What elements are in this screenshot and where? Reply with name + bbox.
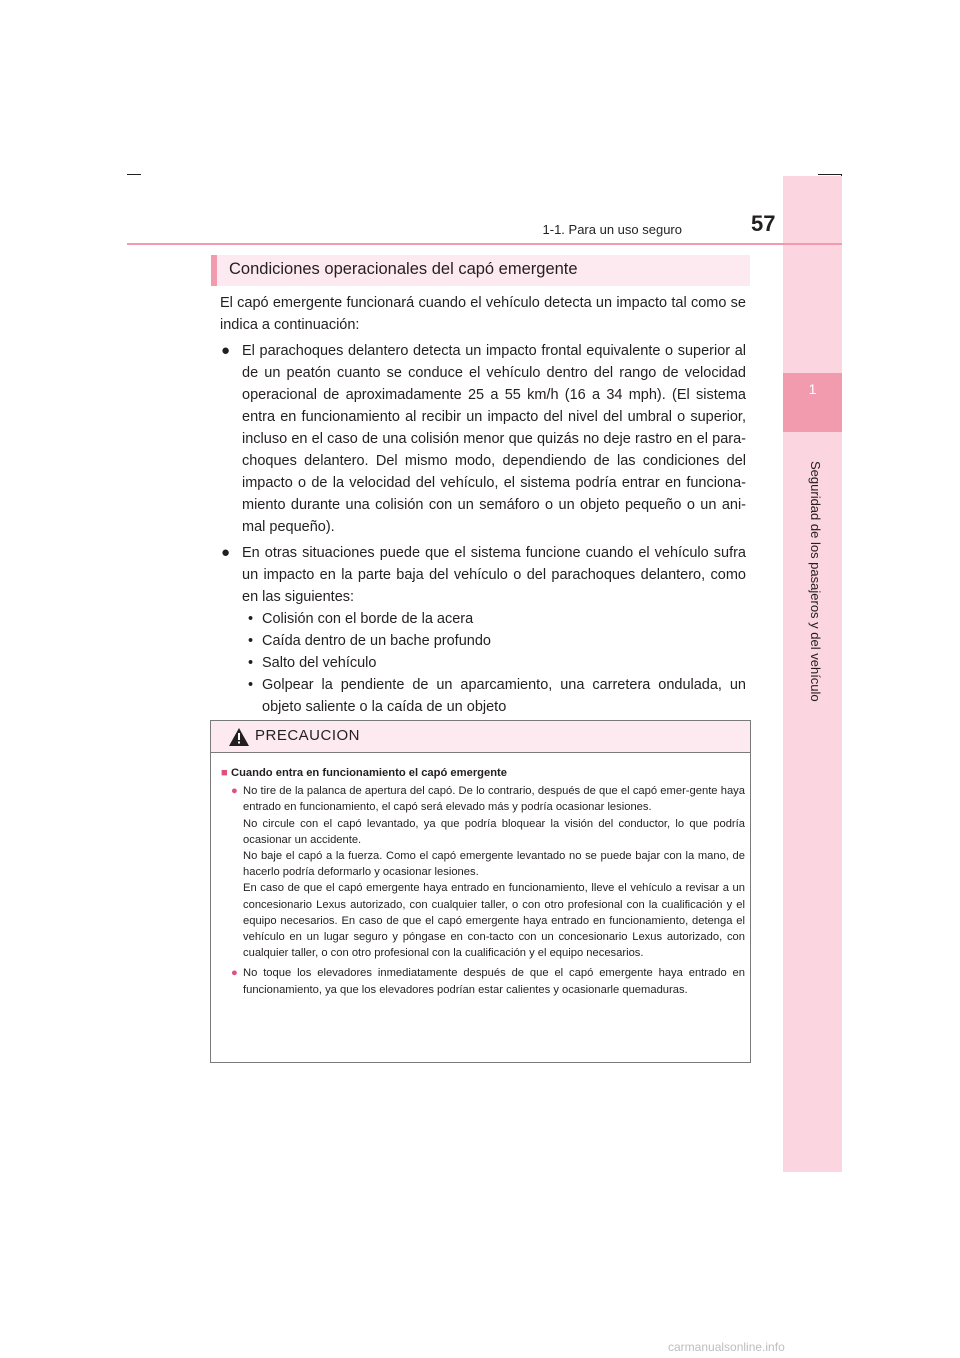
sub-bullet-icon: • bbox=[248, 677, 254, 693]
watermark: carmanualsonline.info bbox=[668, 1340, 785, 1354]
warning-paragraph: No baje el capó a la fuerza. Como el capó emergente levantado no se puede bajar con la mano, de hacerlo podría deformarlo y ocasionar lesiones. bbox=[243, 850, 745, 879]
warning-header bbox=[211, 721, 750, 753]
warning-list-item bbox=[221, 783, 745, 961]
bullet-icon: ● bbox=[221, 544, 231, 561]
section-heading bbox=[211, 255, 750, 286]
chapter-side-tab bbox=[783, 176, 842, 1172]
warning-triangle-icon bbox=[229, 728, 249, 746]
bullet-text: El parachoques delantero detecta un impacto frontal equivalente o superior al de un peatón cuanto se conduce el vehículo dentro del rango de velocidad operacional de aproximadamente 25 a 55 km/h (16 a 34 mph). (El sistema entra en funcionamiento al recibir un impacto del nivel del umbral o superior, incluso en el caso de una colisión menor que quizás no deje rastro en el para-choques delantero. Del mismo modo, dependiendo de las condiciones del impacto o de la velocidad del vehículo, el sistema podría entrar en funciona-miento durante una colisión con un semáforo o un objeto pequeño o un ani-mal pequeño). bbox=[242, 343, 746, 535]
square-bullet-icon: ■ bbox=[221, 767, 228, 779]
warning-paragraph: No toque los elevadores inmediatamente después de que el capó emergente haya entrado en funcionamiento, ya que los elevadores podrían estar calientes y ocasionarle quemaduras. bbox=[243, 967, 745, 996]
sub-list-item: • Caída dentro de un bache profundo bbox=[242, 630, 746, 652]
warning-paragraph: En caso de que el capó emergente haya entrado en funcionamiento, lleve el vehículo a revisar a un concesionario Lexus autorizado, con cualquier taller, o con otro profesional con la cualificación y el equipo necesarios. En caso de que el capó emergente haya entrado en funcionamiento, detenga el vehículo en un lugar seguro y póngase en con-tacto con un concesionario Lexus autorizado, con cualquier taller, o con otro profesional con la cualificación y el equipo necesarios. bbox=[243, 882, 745, 960]
sub-bullet-icon: • bbox=[248, 633, 254, 649]
warning-list-item bbox=[221, 965, 745, 997]
warning-paragraph: No tire de la palanca de apertura del capó. De lo contrario, después de que el capó emer-gente haya entrado en funcionamiento, el capó será elevado más y podría ocasionar lesiones. bbox=[243, 785, 745, 814]
sub-list-item: • Salto del vehículo bbox=[242, 652, 746, 674]
sub-list-item: • Golpear la pendiente de un aparcamiento, una carretera ondulada, un objeto saliente o la caída de un objeto bbox=[242, 674, 746, 718]
chapter-title: Seguridad de los pasajeros y del vehículo bbox=[808, 461, 823, 702]
warning-subheading: ■ Cuando entra en funcionamiento el capó emergente bbox=[221, 765, 745, 781]
chapter-number: 1 bbox=[808, 381, 817, 397]
page-number: 57 bbox=[751, 211, 776, 236]
list-item bbox=[220, 542, 746, 718]
bullet-icon: ● bbox=[221, 342, 231, 359]
crop-mark bbox=[818, 174, 842, 175]
crop-mark bbox=[127, 174, 141, 175]
warning-paragraph: No circule con el capó levantado, ya que podría bloquear la visión del conductor, lo que podría ocasionar un accidente. bbox=[243, 817, 745, 846]
running-header-section: 1-1. Para un uso seguro bbox=[542, 222, 682, 237]
sub-bullet-icon: • bbox=[248, 655, 254, 671]
intro-paragraph: El capó emergente funcionará cuando el vehículo detecta un impacto tal como se indica a continuación: bbox=[220, 295, 746, 333]
sub-bullet-icon: • bbox=[248, 611, 254, 627]
bullet-icon: ● bbox=[231, 967, 238, 980]
warning-body bbox=[221, 765, 745, 1002]
header-rule bbox=[127, 243, 842, 245]
list-item bbox=[220, 340, 746, 538]
bullet-text: En otras situaciones puede que el sistema funcione cuando el vehículo sufra un impacto en la parte baja del vehículo o del parachoques delantero, como en las siguientes: bbox=[242, 545, 746, 605]
section-heading-text: Condiciones operacionales del capó emergente bbox=[229, 260, 578, 278]
section-body bbox=[220, 292, 746, 718]
warning-box bbox=[210, 720, 751, 1063]
bullet-icon: ● bbox=[231, 785, 238, 798]
sub-list bbox=[242, 608, 746, 718]
warning-title: PRECAUCION bbox=[255, 727, 361, 744]
sub-list-item: • Colisión con el borde de la acera bbox=[242, 608, 746, 630]
